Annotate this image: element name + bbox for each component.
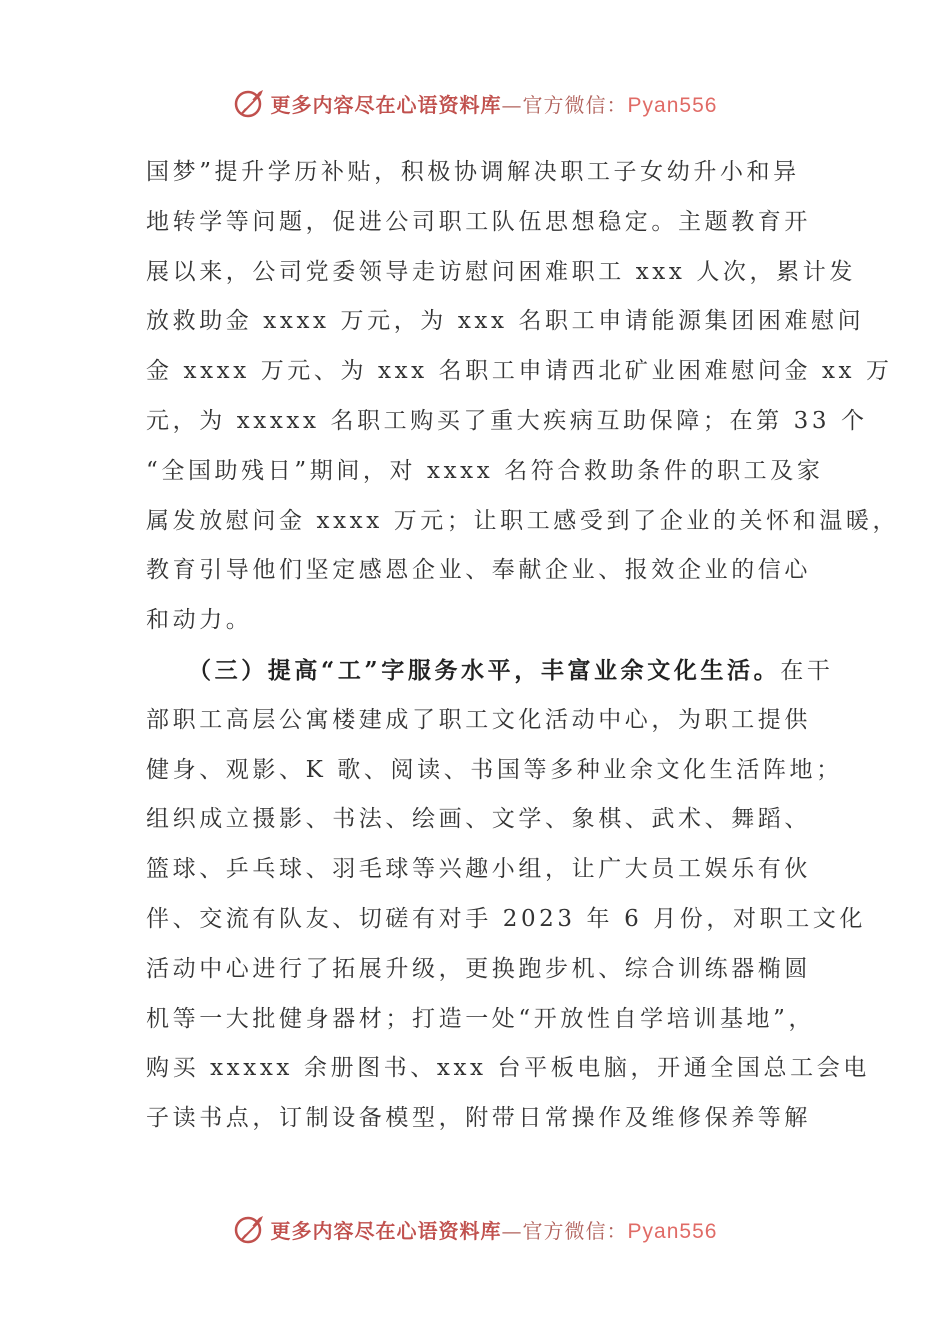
body-line: 健身、观影、K 歌、阅读、书国等多种业余文化生活阵地；	[146, 756, 843, 783]
body-line: “全国助残日”期间，对 xxxx 名符合救助条件的职工及家	[146, 457, 824, 484]
document-body	[146, 148, 900, 1144]
body-line: 国梦”提升学历补贴，积极协调解决职工子女幼升小和异	[146, 159, 800, 185]
body-line: 金 xxxx 万元、为 xxx 名职工申请西北矿业困难慰问金 xx 万	[146, 358, 893, 385]
body-line: 教育引导他们坚定感恩企业、奉献企业、报效企业的信心	[146, 557, 811, 584]
quill-pen-logo-icon	[233, 86, 267, 120]
body-line: 放救助金 xxxx 万元，为 xxx 名职工申请能源集团困难慰问	[146, 308, 865, 335]
header-banner	[0, 83, 950, 123]
body-line: 篮球、乒乓球、羽毛球等兴趣小组，让广大员工娱乐有伙	[146, 856, 811, 883]
body-line: 展以来，公司党委领导走访慰问困难职工 xxx 人次，累计发	[146, 258, 856, 285]
section-first-line	[146, 646, 834, 696]
banner-official-label: 官方微信：	[522, 92, 628, 117]
quill-pen-logo-icon	[233, 1212, 267, 1246]
body-line: 子读书点，订制设备模型，附带日常操作及维修保养等解	[146, 1105, 811, 1132]
section-heading-tail: 在干	[780, 657, 834, 684]
banner-wechat-id: Pyan556	[627, 93, 718, 117]
banner-separator: —	[501, 92, 523, 117]
body-line: 属发放慰问金 xxxx 万元；让职工感受到了企业的关怀和温暖，	[146, 507, 900, 534]
footer-banner-official-label: 官方微信：	[522, 1218, 628, 1243]
footer-banner-wechat-id: Pyan556	[627, 1219, 718, 1243]
banner-title: 更多内容尽在心语资料库	[270, 92, 502, 117]
body-line: 地转学等问题，促进公司职工队伍思想稳定。主题教育开	[146, 208, 811, 235]
footer-banner-title: 更多内容尽在心语资料库	[270, 1218, 502, 1243]
body-line: 购买 xxxxx 余册图书、xxx 台平板电脑，开通全国总工会电	[146, 1055, 870, 1082]
body-line: 元，为 xxxxx 名职工购买了重大疾病互助保障；在第 33 个	[146, 407, 868, 434]
footer-banner	[0, 1209, 950, 1249]
body-line: 伴、交流有队友、切磋有对手 2023 年 6 月份，对职工文化	[146, 905, 867, 932]
body-line: 组织成立摄影、书法、绘画、文学、象棋、武术、舞蹈、	[146, 806, 811, 833]
body-line: 活动中心进行了拓展升级，更换跑步机、综合训练器椭圆	[146, 955, 811, 982]
footer-banner-separator: —	[501, 1218, 523, 1243]
section-heading: （三）提高“工”字服务水平，丰富业余文化生活。	[188, 656, 781, 684]
body-line: 部职工高层公寓楼建成了职工文化活动中心，为职工提供	[146, 706, 811, 733]
body-line: 机等一大批健身器材；打造一处“开放性自学培训基地”，	[146, 1005, 816, 1032]
body-line: 和动力。	[146, 607, 253, 634]
